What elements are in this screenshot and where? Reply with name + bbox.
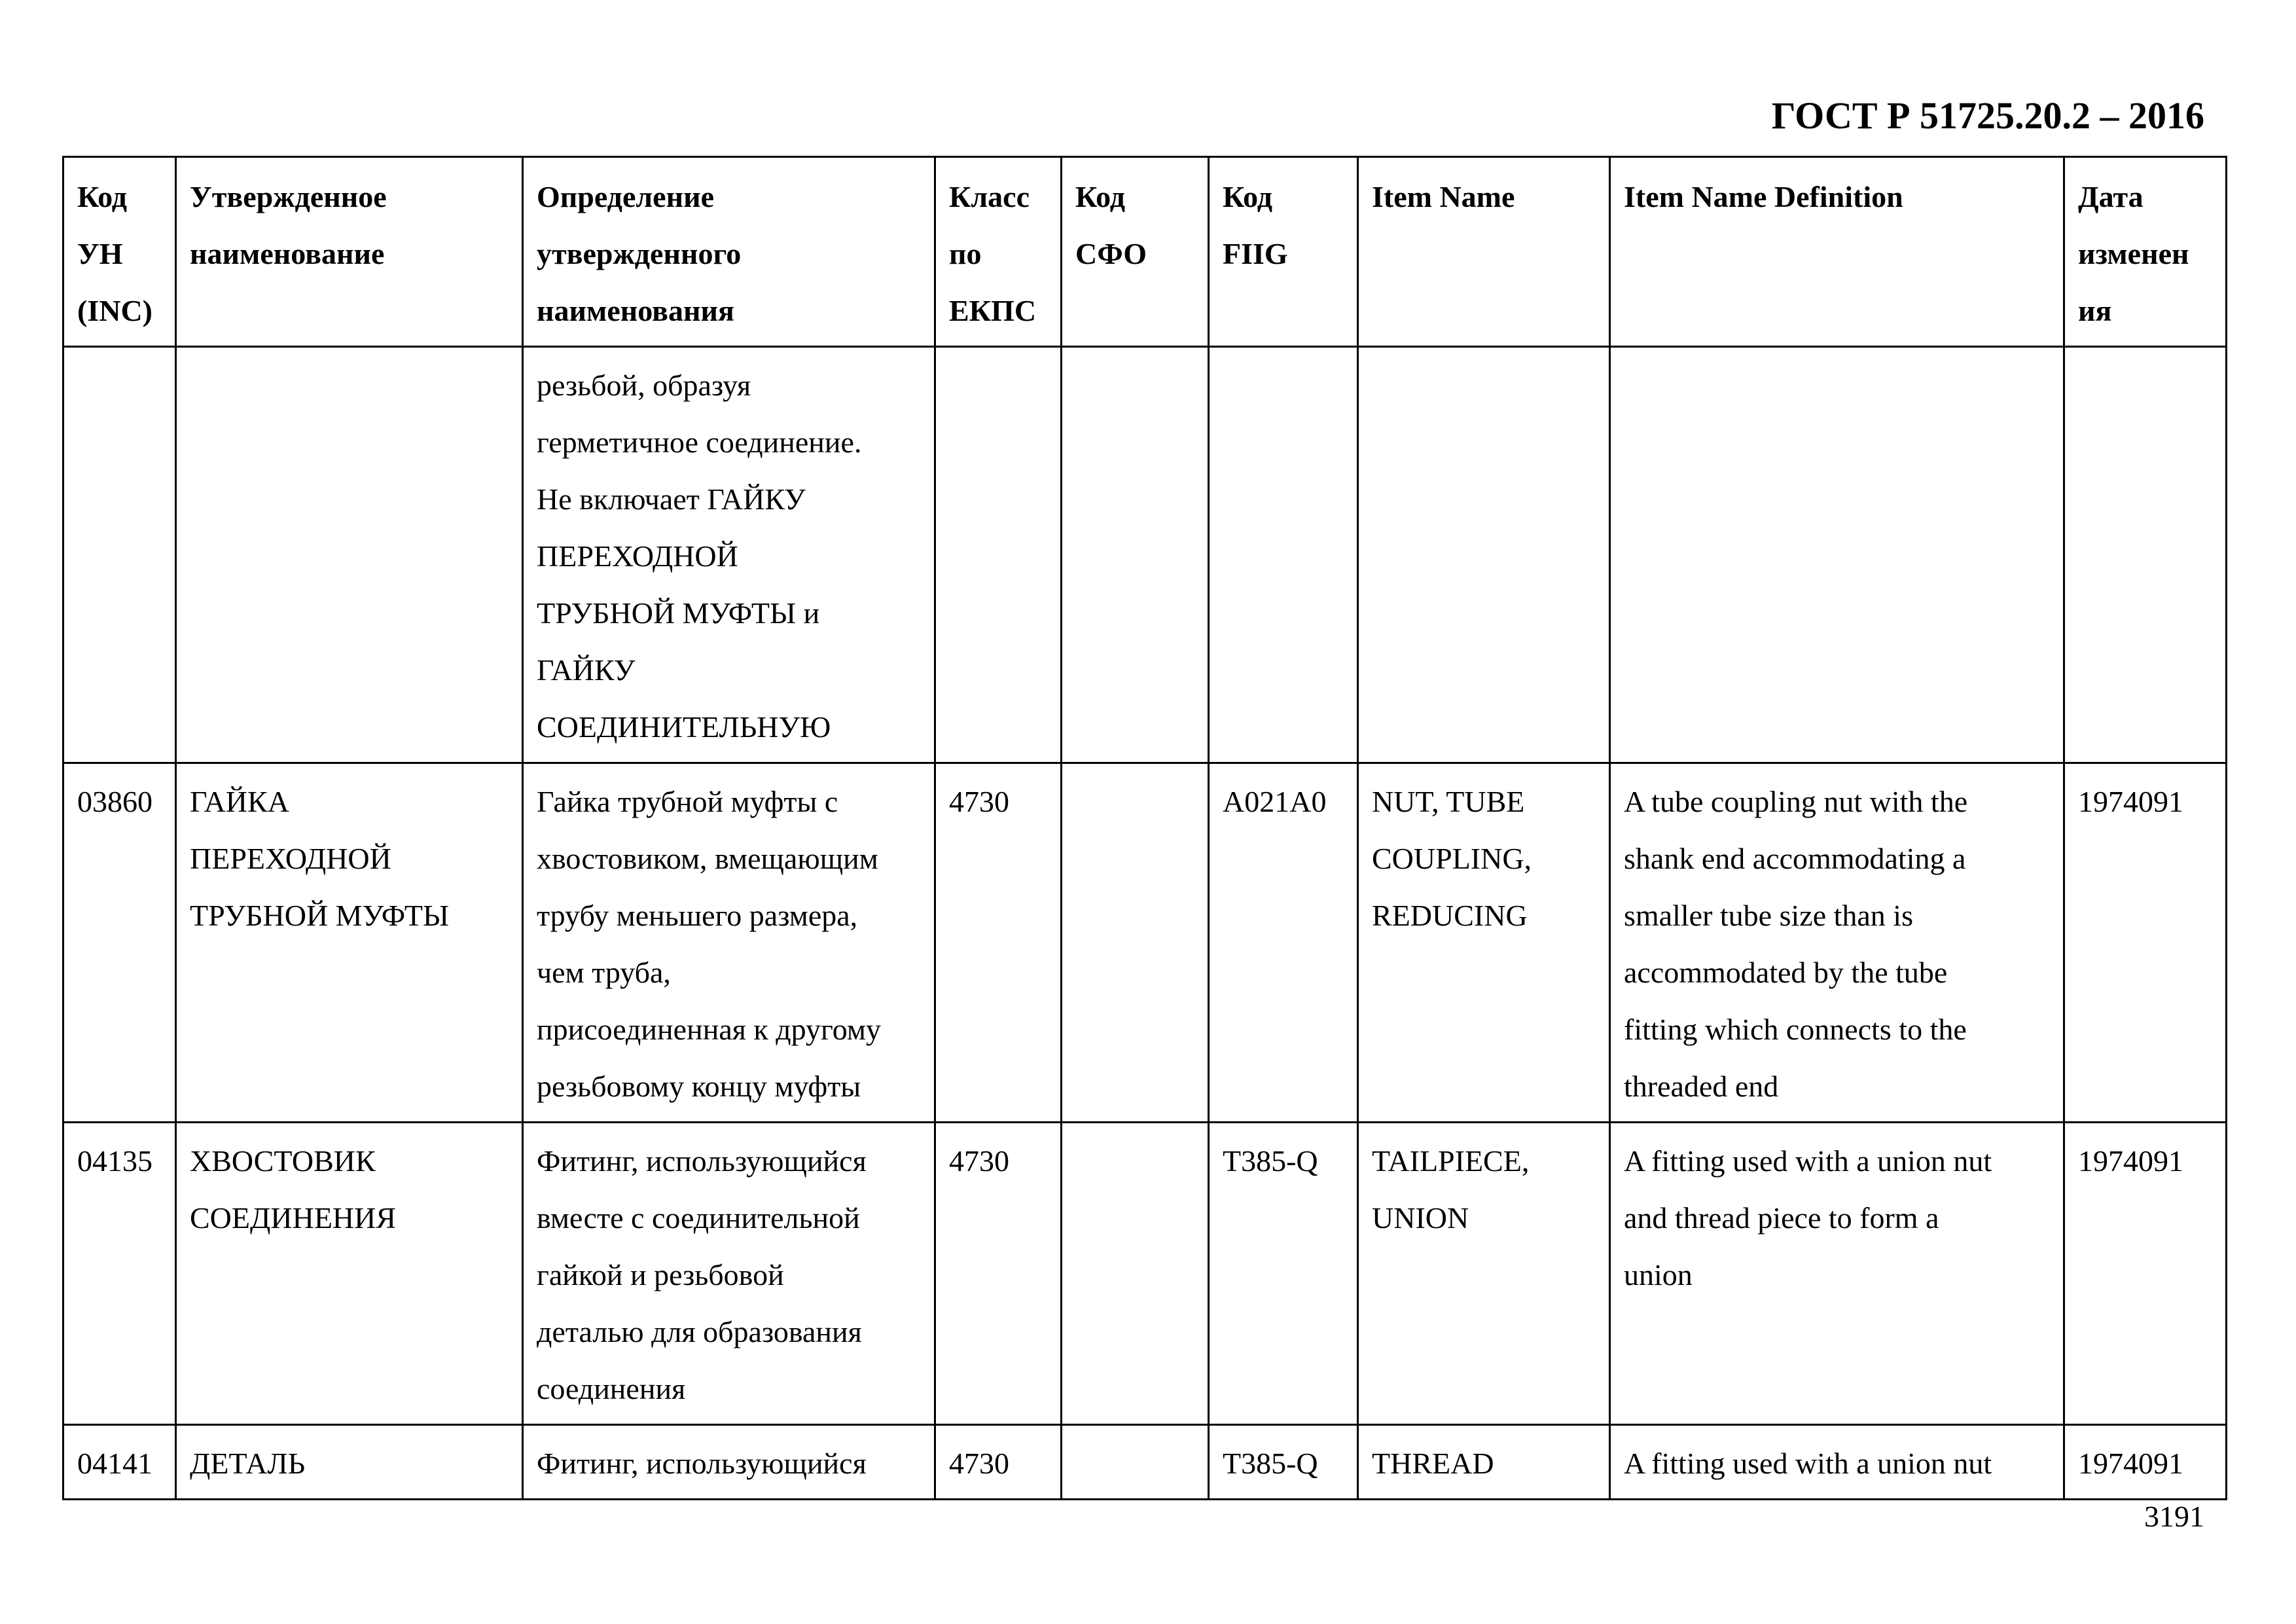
cell-date: 1974091	[2064, 763, 2227, 1123]
cell-class: 4730	[935, 1123, 1062, 1425]
table-header-row	[63, 157, 2227, 347]
cell-fiig	[1209, 347, 1358, 763]
nomenclature-table	[62, 156, 2227, 1500]
document-title: ГОСТ Р 51725.20.2 – 2016	[1771, 94, 2204, 137]
cell-item-name-definition: A fitting used with a union nut and thread piece to form a union	[1610, 1123, 2064, 1425]
cell-definition: резьбой, образуя герметичное соединение. Не включает ГАЙКУ ПЕРЕХОДНОЙ ТРУБНОЙ МУФТЫ и ГАЙКУ СОЕДИНИТЕЛЬНУЮ	[523, 347, 935, 763]
cell-fiig: A021A0	[1209, 763, 1358, 1123]
cell-fiig: T385-Q	[1209, 1123, 1358, 1425]
header-fiig: Код FIIG	[1209, 157, 1358, 347]
cell-definition: Фитинг, использующийся вместе с соединительной гайкой и резьбовой деталью для образования соединения	[523, 1123, 935, 1425]
cell-date: 1974091	[2064, 1123, 2227, 1425]
cell-definition: Гайка трубной муфты с хвостовиком, вмещающим трубу меньшего размера, чем труба, присоединенная к другому резьбовому концу муфты	[523, 763, 935, 1123]
cell-sfo	[1062, 1123, 1209, 1425]
header-inc: Код УН (INC)	[63, 157, 176, 347]
cell-date: 1974091	[2064, 1425, 2227, 1500]
header-item-name: Item Name	[1358, 157, 1610, 347]
cell-inc: 03860	[63, 763, 176, 1123]
cell-definition: Фитинг, использующийся	[523, 1425, 935, 1500]
cell-class: 4730	[935, 763, 1062, 1123]
page-number: 3191	[2144, 1500, 2204, 1533]
cell-inc	[63, 347, 176, 763]
header-class: Класс по ЕКПС	[935, 157, 1062, 347]
table-row	[63, 1425, 2227, 1500]
cell-item-name-definition	[1610, 347, 2064, 763]
header-sfo: Код СФО	[1062, 157, 1209, 347]
cell-sfo	[1062, 763, 1209, 1123]
cell-item-name	[1358, 347, 1610, 763]
header-approved-name: Утвержденное наименование	[176, 157, 523, 347]
cell-fiig: T385-Q	[1209, 1425, 1358, 1500]
cell-approved-name	[176, 347, 523, 763]
cell-approved-name: ДЕТАЛЬ	[176, 1425, 523, 1500]
cell-item-name: THREAD	[1358, 1425, 1610, 1500]
cell-item-name: TAILPIECE, UNION	[1358, 1123, 1610, 1425]
cell-class	[935, 347, 1062, 763]
header-definition: Определение утвержденного наименования	[523, 157, 935, 347]
cell-inc: 04141	[63, 1425, 176, 1500]
cell-approved-name: ГАЙКА ПЕРЕХОДНОЙ ТРУБНОЙ МУФТЫ	[176, 763, 523, 1123]
cell-sfo	[1062, 1425, 1209, 1500]
cell-item-name-definition: A tube coupling nut with the shank end accommodating a smaller tube size than is accommodated by the tube fitting which connects to the threaded end	[1610, 763, 2064, 1123]
cell-item-name-definition: A fitting used with a union nut	[1610, 1425, 2064, 1500]
header-date: Дата изменен ия	[2064, 157, 2227, 347]
table-row	[63, 1123, 2227, 1425]
cell-sfo	[1062, 347, 1209, 763]
header-item-name-definition: Item Name Definition	[1610, 157, 2064, 347]
cell-item-name: NUT, TUBE COUPLING, REDUCING	[1358, 763, 1610, 1123]
cell-approved-name: ХВОСТОВИК СОЕДИНЕНИЯ	[176, 1123, 523, 1425]
table-row	[63, 347, 2227, 763]
cell-class: 4730	[935, 1425, 1062, 1500]
cell-date	[2064, 347, 2227, 763]
cell-inc: 04135	[63, 1123, 176, 1425]
table-row	[63, 763, 2227, 1123]
